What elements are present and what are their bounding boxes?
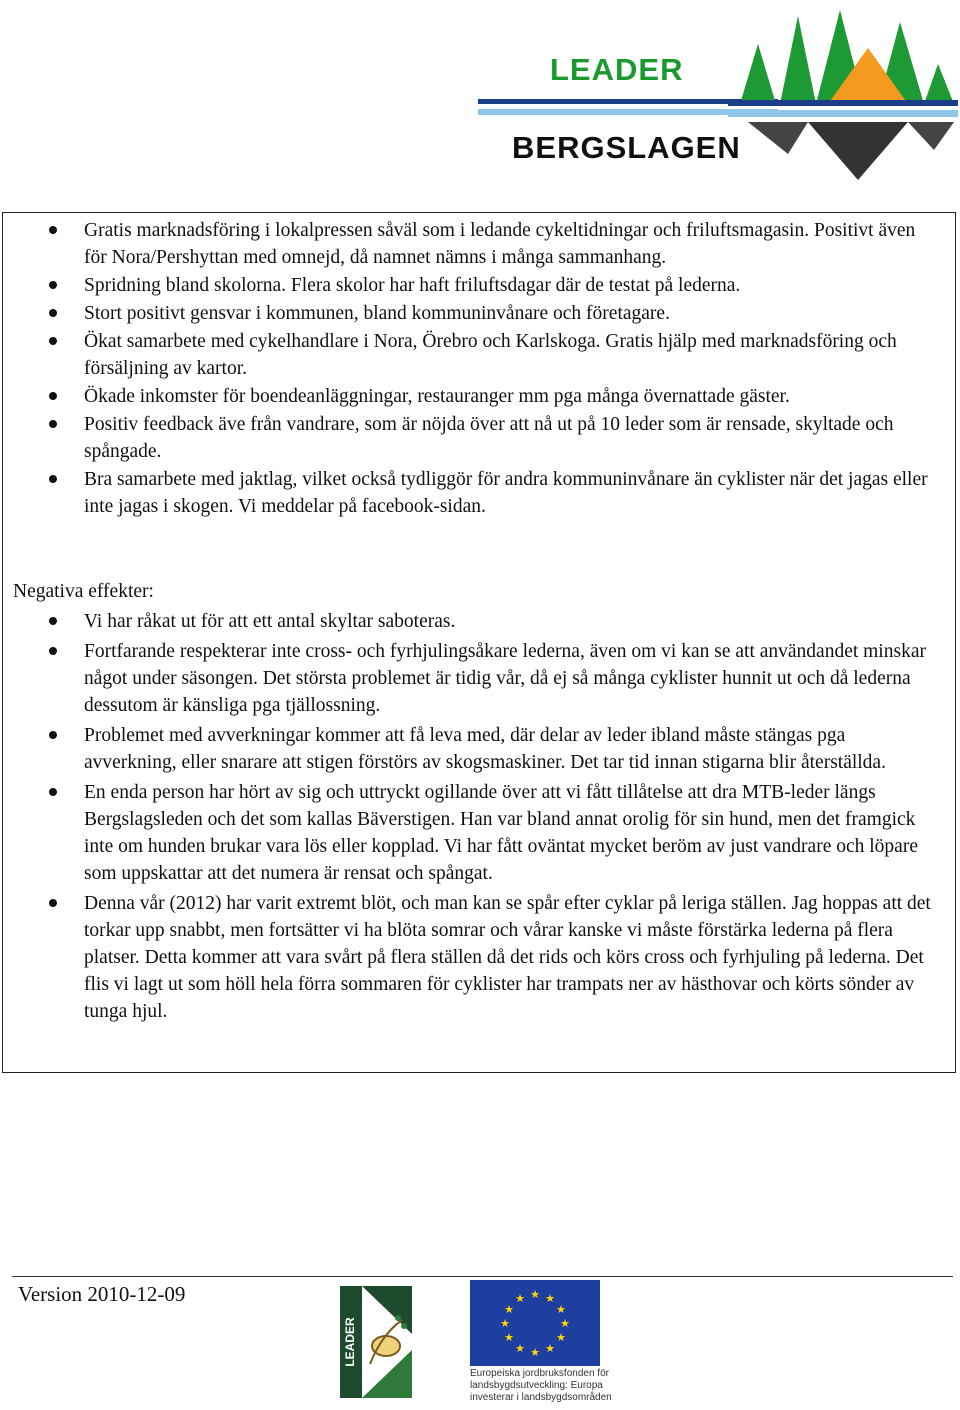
svg-text:★: ★ <box>504 1331 514 1344</box>
bullet-icon <box>49 226 57 234</box>
list-item: Ökat samarbete med cykelhandlare i Nora, Örebro och Karlskoga. Gratis hjälp med marknadsföring och försäljning av kartor. <box>3 328 955 382</box>
svg-text:★: ★ <box>515 1342 525 1355</box>
bullet-icon <box>49 647 57 655</box>
svg-text:★: ★ <box>556 1331 566 1344</box>
list-item: En enda person har hört av sig och uttryckt ogillande över att vi fått tillåtelse att dra MTB-leder längs Bergslagsleden och det som kallas Bäverstigen. Han var bland annat orolig för sin hund, men det framgick inte om hunden brukar vara lös eller kopplad. Vi har fått oväntat mycket beröm av just vandrare och löpare som uppskattar att det numera är rensat och spångat. <box>3 779 955 887</box>
svg-text:★: ★ <box>545 1292 555 1305</box>
list-item: Ökade inkomster för boendeanläggningar, restauranger mm pga många övernattade gäster. <box>3 383 955 410</box>
list-item: Problemet med avverkningar kommer att få leva med, där delar av leder ibland måste stängas pga avverkning, eller snarare att stigen förstörs av skogsmaskiner. Det tar tid innan stigarna blir återställda. <box>3 722 955 776</box>
leader-logo-text: LEADER <box>343 1317 358 1367</box>
list-item: Positiv feedback äve från vandrare, som är nöjda över att nå ut på 10 leder som är rensade, skyltade och spångade. <box>3 411 955 465</box>
bullet-icon <box>49 420 57 428</box>
bullet-icon <box>49 392 57 400</box>
eu-fund-text: Europeiska jordbruksfonden för landsbygdsutveckling: Europa investerar i landsbygdsområden <box>470 1368 612 1403</box>
logo-bergslagen-text: BERGSLAGEN <box>512 130 741 165</box>
list-item: Gratis marknadsföring i lokalpressen såväl som i ledande cykeltidningar och friluftsmagasin. Positivt även för Nora/Pershyttan med omnejd, då namnet nämns i många sammanhang. <box>3 217 955 271</box>
bullet-icon <box>49 731 57 739</box>
svg-text:★: ★ <box>530 1288 540 1301</box>
svg-text:★: ★ <box>556 1303 566 1316</box>
leader-bergslagen-logo <box>478 0 960 180</box>
bullet-icon <box>49 899 57 907</box>
effects-box <box>2 212 956 1073</box>
svg-text:★: ★ <box>530 1346 540 1359</box>
list-item: Stort positivt gensvar i kommunen, bland kommuninvånare och företagare. <box>3 300 955 327</box>
bullet-icon <box>49 475 57 483</box>
svg-text:★: ★ <box>515 1292 525 1305</box>
bullet-icon <box>49 337 57 345</box>
bullet-icon <box>49 309 57 317</box>
list-item: Bra samarbete med jaktlag, vilket också tydliggör för andra kommuninvånare än cyklister när det jagas eller inte jagas i skogen. Vi meddelar på facebook-sidan. <box>3 466 955 520</box>
version-label: Version 2010-12-09 <box>18 1282 186 1306</box>
svg-text:★: ★ <box>545 1342 555 1355</box>
eu-flag-icon <box>470 1280 600 1366</box>
list-item: Spridning bland skolorna. Flera skolor har haft friluftsdagar där de testat på lederna. <box>3 272 955 299</box>
list-item: Vi har råkat ut för att ett antal skyltar saboteras. <box>3 608 955 635</box>
bullet-icon <box>49 281 57 289</box>
bullet-icon <box>49 788 57 796</box>
svg-text:★: ★ <box>560 1317 570 1330</box>
mountain-trees-icon <box>728 4 958 180</box>
list-item: Fortfarande respekterar inte cross- och fyrhjulingsåkare lederna, även om vi kan se att användandet minskar något under säsongen. Det största problemet är tidig vår, då ej så många cyklister hunnit ut och då lederna dessutom är känsliga pga tjällossning. <box>3 638 955 719</box>
leader-eu-logo-icon <box>338 1284 414 1400</box>
bullet-icon <box>49 617 57 625</box>
footer-divider <box>12 1276 953 1277</box>
positive-effects-list <box>3 217 955 521</box>
negative-effects-heading: Negativa effekter: <box>13 581 154 602</box>
svg-text:★: ★ <box>504 1303 514 1316</box>
logo-leader-text: LEADER <box>550 52 684 87</box>
negative-effects-list <box>3 608 955 1025</box>
svg-text:★: ★ <box>500 1317 510 1330</box>
list-item: Denna vår (2012) har varit extremt blöt, och man kan se spår efter cyklar på leriga ställen. Jag hoppas att det torkar upp snabbt, men fortsätter vi ha blöta somrar och vårar kanske vi måste förstärka lederna på flera platser. Detta kommer att vara svårt på flera ställen då det rids och körs cross och fyrhjuling på lederna. Det flis vi lagt ut som höll hela förra sommaren för cyklister har trampats ner av hästhovar och körts sönder av tunga hjul. <box>3 890 955 1025</box>
